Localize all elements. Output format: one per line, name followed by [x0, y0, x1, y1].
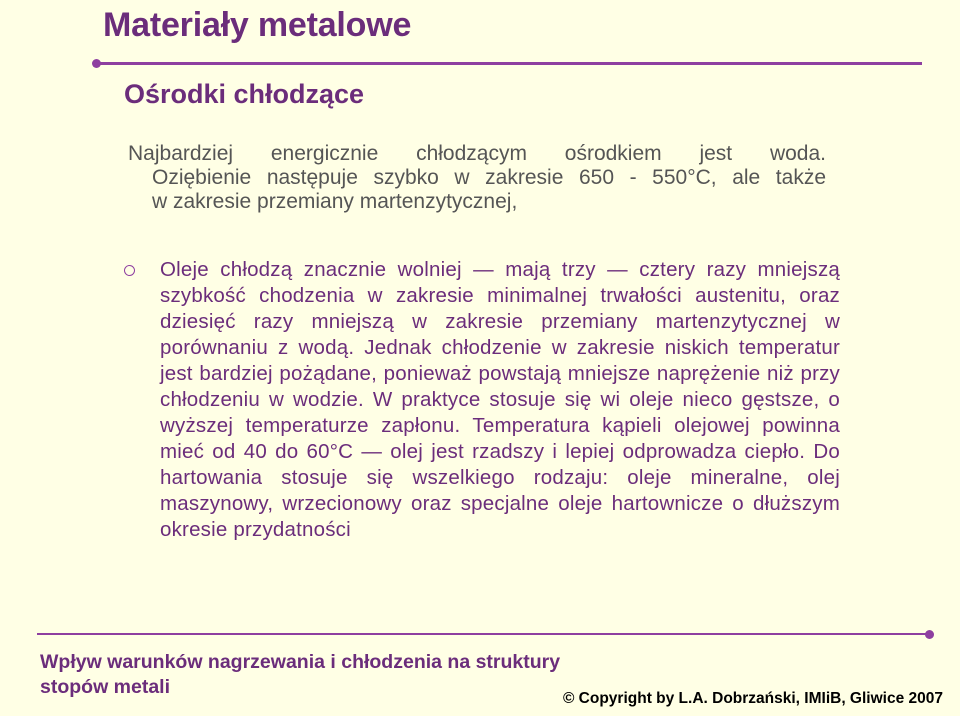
intro-line: Najbardziej energicznie chłodzącym ośrodkiem jest woda.	[128, 142, 826, 165]
body-paragraph: Oleje chłodzą znacznie wolniej — mają trzy — cztery razy mniejszą szybkość chodzenia w zakresie minimalnej trwałości austenitu, oraz dziesięć razy mniejszą w zakresie przemiany martenzytycznej w porównaniu z wodą. Jednak chłodzenie w zakresie niskich temperatur jest bardziej pożądane, ponieważ powstają mniejsze naprężenie niż przy chłodzeniu w wodzie. W praktyce stosuje się wi oleje nieco gęstsze, o wyższej temperaturze zapłonu. Temperatura kąpieli olejowej powinna mieć od 40 do 60°C — olej jest rzadszy i lepiej odprowadza ciepło. Do hartowania stosuje się wszelkiego rodzaju: oleje mineralne, olej maszynowy, wrzecionowy oraz specjalne oleje hartownicze o dłuższym okresie przydatności	[160, 258, 840, 541]
footer-course-title	[40, 650, 640, 700]
footer-divider	[37, 633, 927, 635]
bullet-circle-icon	[124, 265, 135, 276]
intro-text	[128, 142, 826, 214]
intro-line: Oziębienie następuje szybko w zakresie 650 - 550°C, ale także	[152, 166, 826, 189]
title-divider	[94, 62, 922, 65]
slide-subtitle: Ośrodki chłodzące	[124, 79, 365, 109]
copyright-notice: © Copyright by L.A. Dobrzański, IMIiB, Gliwice 2007	[562, 690, 943, 707]
slide-title: Materiały metalowe	[103, 6, 412, 44]
intro-line: w zakresie przemiany martenzytycznej,	[152, 190, 518, 213]
footer-course-line: Wpływ warunków nagrzewania i chłodzenia na struktury	[40, 651, 561, 673]
rule-end-dot	[925, 630, 934, 639]
footer-course-line: stopów metali	[40, 676, 171, 698]
